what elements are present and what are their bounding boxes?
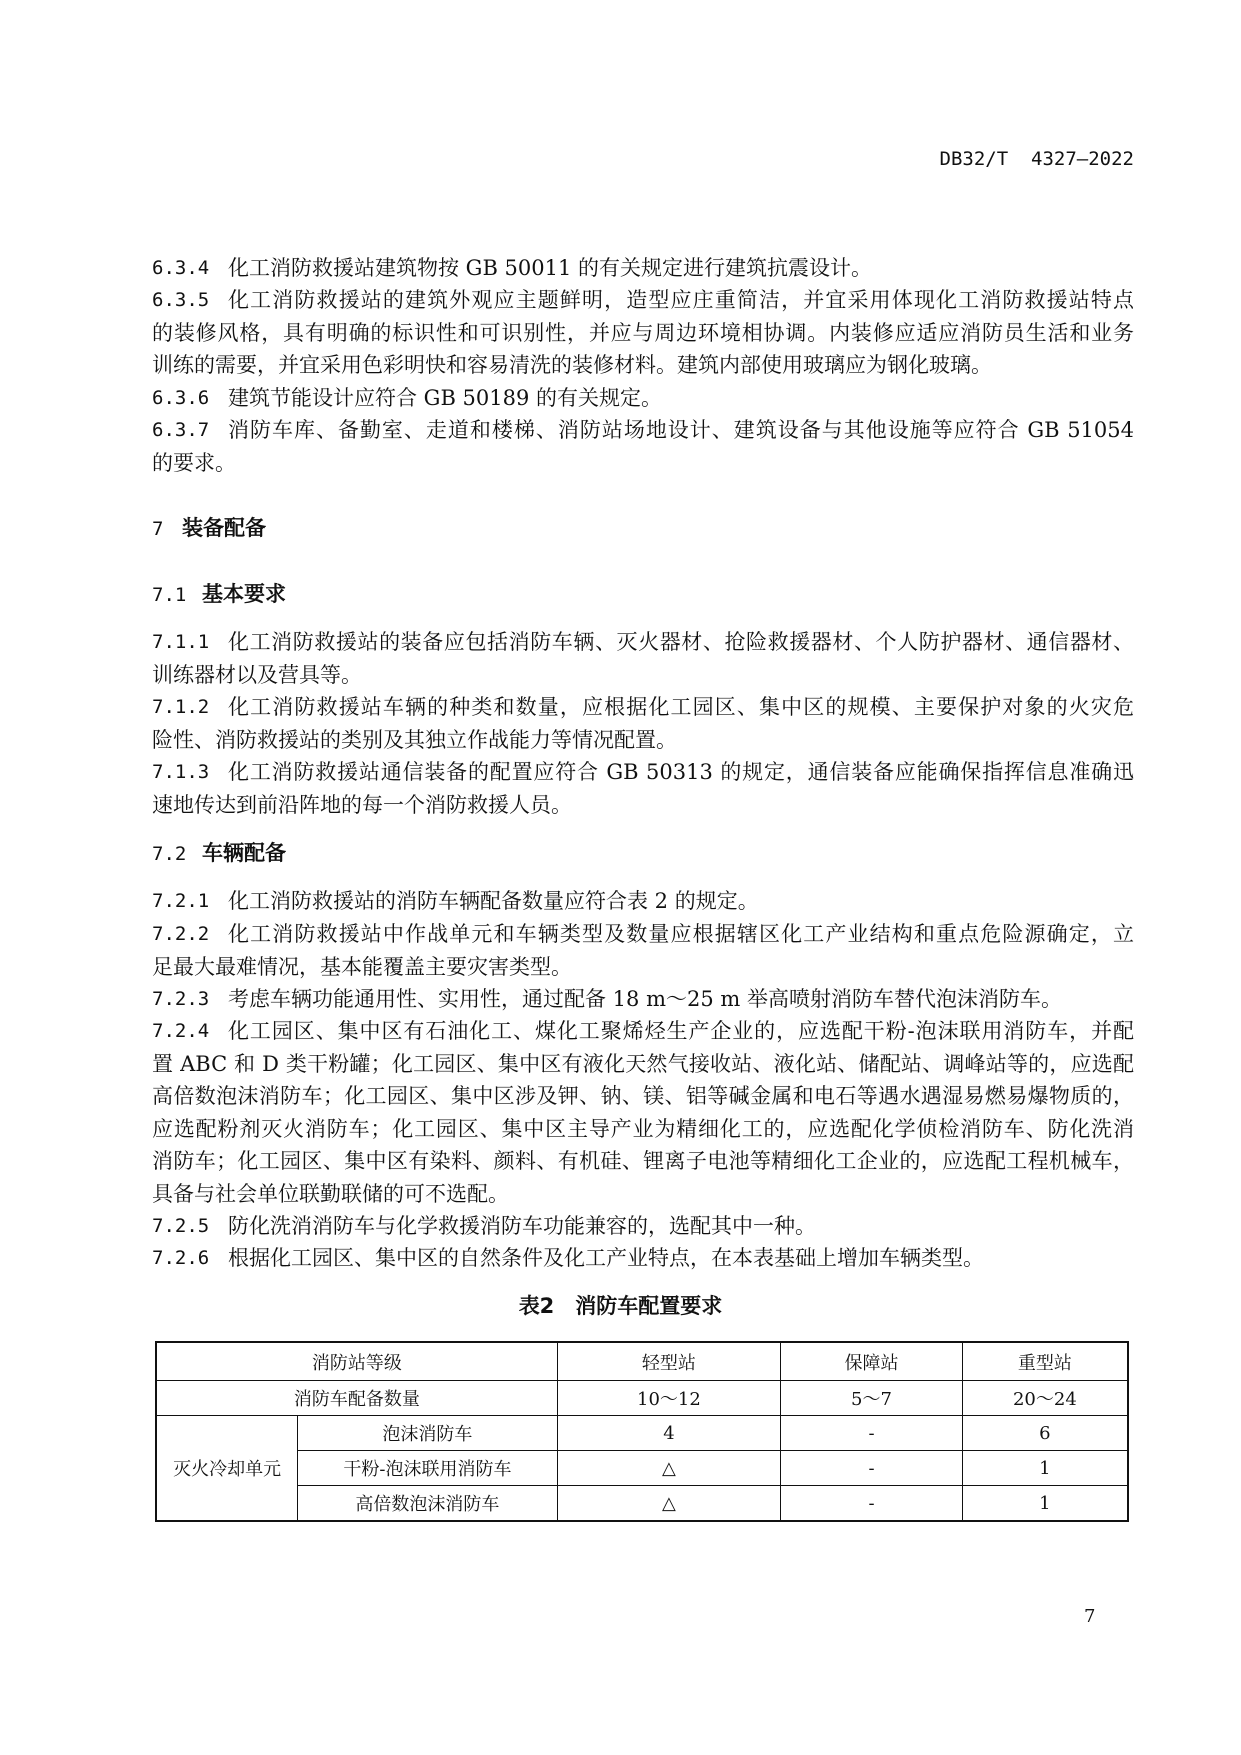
table-caption: 表2 消防车配置要求 bbox=[518, 1294, 723, 1318]
paragraph-line bbox=[152, 659, 1134, 691]
paragraph-line bbox=[152, 447, 1134, 479]
clause-text: 速地传达到前沿阵地的每一个消防救援人员。 bbox=[152, 792, 572, 817]
table-cell: - bbox=[781, 1451, 963, 1486]
clause-text: 的装修风格，具有明确的标识性和可识别性，并应与周边环境相协调。内装修应适应消防员生活和业务 bbox=[152, 320, 1134, 345]
paragraph-line bbox=[152, 382, 1134, 414]
section-number: 7.1 bbox=[152, 584, 187, 606]
clause-text: 应选配粉剂灭火消防车；化工园区、集中区主导产业为精细化工的，应选配化学侦检消防车、防化洗消 bbox=[152, 1116, 1134, 1141]
paragraph-line bbox=[152, 691, 1134, 723]
paragraph-line bbox=[152, 349, 1134, 381]
clause-number: 6.3.4 bbox=[152, 257, 210, 279]
table-header-cell: 保障站 bbox=[781, 1342, 963, 1381]
section-heading bbox=[152, 837, 286, 869]
document-id-header: DB32/T 4327—2022 bbox=[939, 148, 1134, 170]
table-cell: 4 bbox=[557, 1416, 781, 1451]
clause-text: 足最大最难情况，基本能覆盖主要灾害类型。 bbox=[152, 954, 572, 979]
clause-number: 7.1.2 bbox=[152, 696, 210, 718]
section-heading bbox=[152, 512, 266, 544]
clause-text: 训练器材以及营具等。 bbox=[152, 662, 362, 687]
table-row bbox=[156, 1381, 1128, 1416]
clause-number: 7.1.3 bbox=[152, 761, 210, 783]
clause-number: 7.2.1 bbox=[152, 890, 210, 912]
section-number: 7 bbox=[152, 518, 164, 540]
table-header-cell: 消防站等级 bbox=[156, 1342, 557, 1381]
table-cell: 20～24 bbox=[962, 1381, 1128, 1416]
clause-number: 7.2.2 bbox=[152, 923, 210, 945]
table-cell: 1 bbox=[962, 1451, 1128, 1486]
clause-number: 7.2.5 bbox=[152, 1215, 210, 1237]
paragraph-line bbox=[152, 626, 1134, 658]
clause-number: 7.2.6 bbox=[152, 1247, 210, 1269]
table-cell: 干粉-泡沫联用消防车 bbox=[298, 1451, 557, 1486]
section-title: 装备配备 bbox=[182, 516, 266, 540]
clause-number: 7.2.4 bbox=[152, 1020, 210, 1042]
section-heading bbox=[152, 578, 286, 610]
paragraph-line bbox=[152, 885, 1134, 917]
clause-text: 根据化工园区、集中区的自然条件及化工产业特点，在本表基础上增加车辆类型。 bbox=[228, 1246, 984, 1270]
paragraph-line bbox=[152, 284, 1134, 316]
clause-number: 7.2.3 bbox=[152, 988, 210, 1010]
clause-text: 化工消防救援站车辆的种类和数量，应根据化工园区、集中区的规模、主要保护对象的火灾危 bbox=[228, 695, 1134, 719]
section-number: 7.2 bbox=[152, 843, 187, 865]
table-row bbox=[156, 1451, 1128, 1486]
clause-text: 置 ABC 和 D 类干粉罐；化工园区、集中区有液化天然气接收站、液化站、储配站、调峰站等的，应选配 bbox=[152, 1051, 1134, 1076]
clause-text: 建筑节能设计应符合 GB 50189 的有关规定。 bbox=[228, 386, 663, 410]
paragraph-line bbox=[152, 983, 1134, 1015]
paragraph-line bbox=[152, 918, 1134, 950]
table-cell: △ bbox=[557, 1451, 781, 1486]
paragraph-line bbox=[152, 252, 1134, 284]
table-header-cell: 重型站 bbox=[962, 1342, 1128, 1381]
paragraph-line bbox=[152, 1178, 1134, 1210]
paragraph-line bbox=[152, 1048, 1134, 1080]
clause-number: 6.3.6 bbox=[152, 387, 210, 409]
table-row bbox=[156, 1486, 1128, 1522]
table-cell: 泡沫消防车 bbox=[298, 1416, 557, 1451]
table-cell: - bbox=[781, 1416, 963, 1451]
clause-text: 训练的需要，并宜采用色彩明快和容易清洗的装修材料。建筑内部使用玻璃应为钢化玻璃。 bbox=[152, 353, 992, 377]
paragraph-line bbox=[152, 1015, 1134, 1047]
clause-text: 消防车库、备勤室、走道和楼梯、消防站场地设计、建筑设备与其他设施等应符合 GB 51054 bbox=[228, 418, 1134, 442]
clause-text: 防化洗消消防车与化学救援消防车功能兼容的，选配其中一种。 bbox=[228, 1214, 816, 1238]
table-header-cell: 轻型站 bbox=[557, 1342, 781, 1381]
clause-text: 化工消防救援站建筑物按 GB 50011 的有关规定进行建筑抗震设计。 bbox=[228, 256, 873, 280]
clause-text: 化工消防救援站中作战单元和车辆类型及数量应根据辖区化工产业结构和重点危险源确定，立 bbox=[228, 922, 1134, 946]
clause-text: 化工消防救援站的装备应包括消防车辆、灭火器材、抢险救援器材、个人防护器材、通信器材、 bbox=[228, 630, 1134, 654]
clause-number: 7.1.1 bbox=[152, 631, 210, 653]
paragraph-line bbox=[152, 1113, 1134, 1145]
table-cell: 5～7 bbox=[781, 1381, 963, 1416]
clause-text: 化工消防救援站通信装备的配置应符合 GB 50313 的规定，通信装备应能确保指挥信息准确迅 bbox=[228, 760, 1134, 784]
section-title: 车辆配备 bbox=[202, 841, 286, 865]
table-group-cell: 灭火冷却单元 bbox=[156, 1416, 298, 1522]
clause-text: 化工消防救援站的建筑外观应主题鲜明，造型应庄重简洁，并宜采用体现化工消防救援站特点 bbox=[228, 288, 1134, 312]
table-cell: 1 bbox=[962, 1486, 1128, 1522]
clause-text: 化工园区、集中区有石油化工、煤化工聚烯烃生产企业的，应选配干粉-泡沫联用消防车，并配 bbox=[228, 1019, 1134, 1043]
clause-text: 化工消防救援站的消防车辆配备数量应符合表 2 的规定。 bbox=[228, 889, 759, 913]
page-number: 7 bbox=[1084, 1606, 1096, 1627]
clause-text: 险性、消防救援站的类别及其独立作战能力等情况配置。 bbox=[152, 727, 677, 752]
paragraph-line bbox=[152, 789, 1134, 821]
clause-text: 考虑车辆功能通用性、实用性，通过配备 18 m～25 m 举高喷射消防车替代泡沫消防车。 bbox=[228, 987, 1062, 1011]
fire-truck-config-table bbox=[155, 1341, 1129, 1522]
table-header-row bbox=[156, 1342, 1128, 1381]
table-cell: 高倍数泡沫消防车 bbox=[298, 1486, 557, 1522]
table-cell: △ bbox=[557, 1486, 781, 1522]
section-title: 基本要求 bbox=[202, 582, 286, 606]
clause-text: 具备与社会单位联勤联储的可不选配。 bbox=[152, 1181, 509, 1206]
paragraph-line bbox=[152, 1145, 1134, 1177]
clause-text: 的要求。 bbox=[152, 450, 236, 475]
table-row bbox=[156, 1416, 1128, 1451]
clause-number: 6.3.5 bbox=[152, 289, 210, 311]
table-cell: 6 bbox=[962, 1416, 1128, 1451]
clause-number: 6.3.7 bbox=[152, 419, 210, 441]
paragraph-line bbox=[152, 1242, 1134, 1274]
table-cell: - bbox=[781, 1486, 963, 1522]
paragraph-line bbox=[152, 317, 1134, 349]
clause-text: 消防车；化工园区、集中区有染料、颜料、有机硅、锂离子电池等精细化工企业的，应选配工程机械车， bbox=[152, 1149, 1134, 1173]
paragraph-line bbox=[152, 414, 1134, 446]
paragraph-line bbox=[152, 1210, 1134, 1242]
table-cell: 消防车配备数量 bbox=[156, 1381, 557, 1416]
paragraph-line bbox=[152, 1080, 1134, 1112]
paragraph-line bbox=[152, 756, 1134, 788]
table-cell: 10～12 bbox=[557, 1381, 781, 1416]
clause-text: 高倍数泡沫消防车；化工园区、集中区涉及钾、钠、镁、铝等碱金属和电石等遇水遇湿易燃易爆物质的， bbox=[152, 1084, 1134, 1108]
paragraph-line bbox=[152, 951, 1134, 983]
paragraph-line bbox=[152, 724, 1134, 756]
